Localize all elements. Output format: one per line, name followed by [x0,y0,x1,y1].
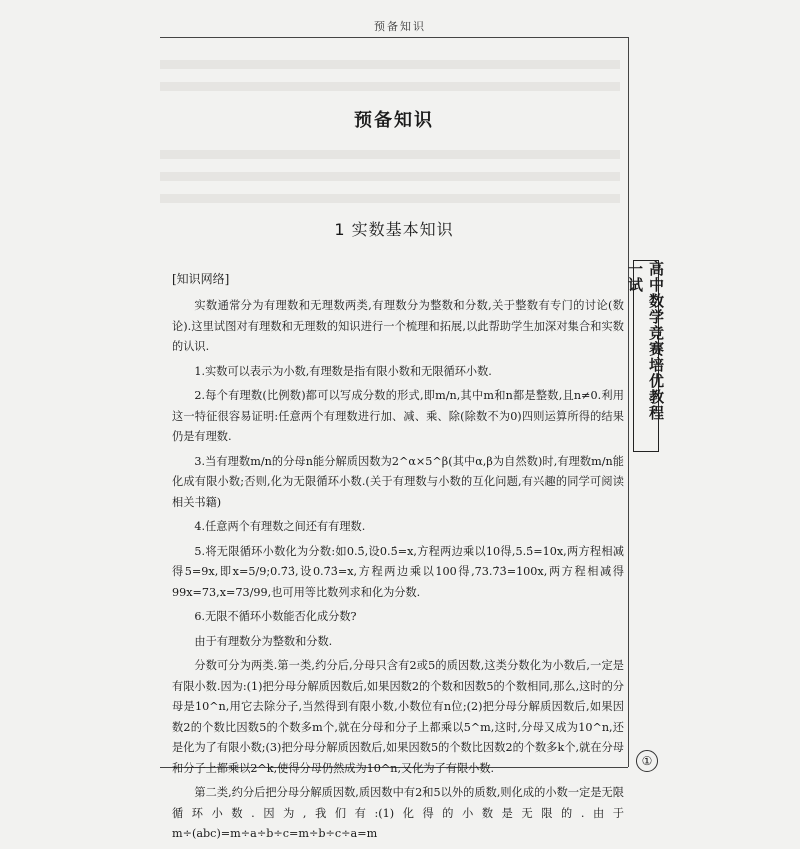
bleed-through [160,194,620,203]
running-header: 预备知识 [374,20,426,33]
header-rule [160,37,628,38]
body-text [172,296,624,849]
paragraph: 第二类,约分后把分母分解质因数,质因数中有2和5以外的质数,则化成的小数一定是无限循环小数.因为,我们有:(1)化得的小数是无限的.由于m÷(abc)=m÷a÷b÷c=m÷b÷c÷a=m [172,786,624,840]
paragraph: 1.实数可以表示为小数,有理数是指有限小数和无限循环小数. [194,364,492,378]
page-title: 预备知识 [354,110,434,131]
bleed-through [160,172,620,181]
paragraph: 5.将无限循环小数化为分数:如0.5̇,设0.5̇=x,方程两边乘以10得,5.5̇=10x,两方程相减得5=9x,即x=5/9;0.7̇3̇,设0.7̇3̇=x,方程两边乘以100得,73.7̇3̇=100x,两方程相减得99x=73,x=73/99,也可用等比数列求和化为分数. [172,544,624,599]
paragraph: 由于有理数分为整数和分数. [194,634,333,648]
bleed-through [160,60,620,69]
paragraph: 2.每个有理数(比例数)都可以写成分数的形式,即m/n,其中m和n都是整数,且n≠0.利用这一特征很容易证明:任意两个有理数进行加、减、乘、除(除数不为0)四则运算所得的结果仍是有理数. [172,389,624,443]
paragraph: 3.当有理数m/n的分母n能分解质因数为2^α×5^β(其中α,β为自然数)时,有理数m/n能化成有限小数;否则,化为无限循环小数.(关于有理数与小数的互化问题,有兴趣的同学可阅读相关书籍) [172,454,624,509]
paragraph: 6.无限不循环小数能否化成分数? [194,610,357,623]
section-label: [知识网络] [172,272,230,286]
page-number: ① [636,750,658,772]
paragraph: 4.任意两个有理数之间还有有理数. [194,520,366,533]
section-title: 1 实数基本知识 [334,220,454,239]
paragraph: 实数通常分为有理数和无理数两类,有理数分为整数和分数,关于整数有专门的讨论(数论).这里试图对有理数和无理数的知识进行一个梳理和拓展,以此帮助学生加深对集合和实数的认识. [172,299,624,353]
bleed-through [160,150,620,159]
paragraph: 分数可分为两类.第一类,约分后,分母只含有2或5的质因数,这类分数化为小数后,一定是有限小数.因为:(1)把分母分解质因数后,如果因数2的个数和因数5的个数相同,那么,这时的分母是10^n,用它去除分子,当然得到有限小数,小数位有n位;(2)把分母分解质因数后,如果因数2的个数比因数5的个数多m个,就在分母和分子上都乘以5^m,这时,分母又成为10^n,还是化为了有限小数;(3)把分母分解质因数后,如果因数5的个数比因数2的个数多k个,就在分母和分子上都乘以2^k,使得分母仍然成为10^n,又化为了有限小数. [172,659,624,775]
side-tab: 高中数学竞赛培优教程 一试 [633,260,659,452]
bleed-through [160,82,620,91]
